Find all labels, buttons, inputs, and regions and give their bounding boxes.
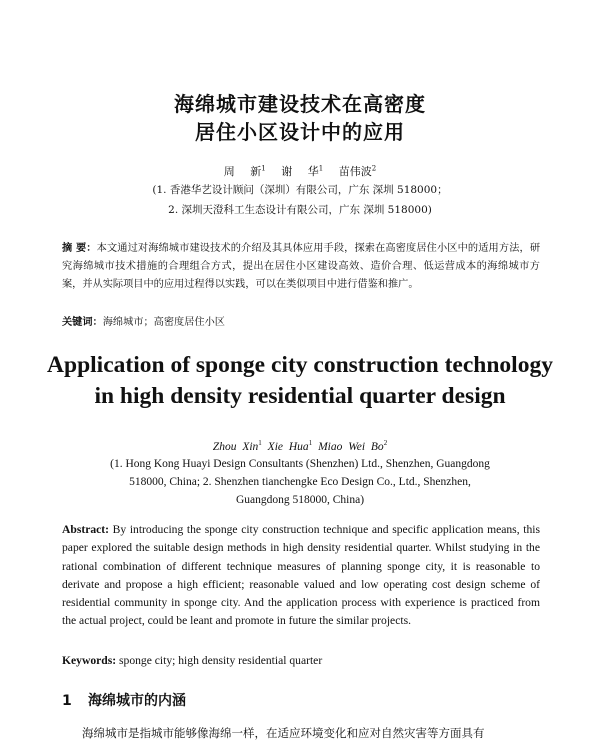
en-authors bbox=[0, 439, 600, 453]
en-affiliation-line-1: (1. Hong Kong Huayi Design Consultants (Shenzhen) Ltd., Shenzhen, Guangdong bbox=[110, 458, 490, 470]
en-keywords-text: sponge city; high density residential quarter bbox=[119, 654, 323, 667]
cn-keywords bbox=[62, 313, 225, 328]
en-abstract-text: By introducing the sponge city construction technique and specific application means, this paper explored the suitable design methods in high density residential quarter. Whilst studying in the rational combination of different technique measures of planning sponge city, it is reasonable to derivate and propose a high efficient; reasonable valued and low operating cost design scheme of residential community in sponge city. And the application process with experience is practiced from the actual project, could be leant and promote in future the similar projects. bbox=[62, 523, 540, 628]
cn-abstract bbox=[62, 240, 540, 294]
en-abstract-label: Abstract: bbox=[62, 523, 110, 536]
cn-author-1: 周 新$^1$ bbox=[223, 164, 266, 178]
cn-abstract-text: 本文通过对海绵城市建设技术的介绍及其具体应用手段，探索在高密度居住小区中的适用方法，研究海绵城市技术措施的合理组合方式，提出在居住小区建设高效、造价合理、低运营成本的海绵城市方案，并从实际项目中的应用过程得以实践，可以在类似项目中进行借鉴和推广。 bbox=[62, 243, 541, 290]
en-title-line-2: in high density residential quarter design bbox=[94, 383, 506, 409]
en-keywords bbox=[62, 654, 322, 667]
cn-keywords-text: 海绵城市；高密度居住小区 bbox=[102, 317, 225, 328]
cn-affiliation-2: 2. 深圳天澄科工生态设计有限公司，广东 深圳 518000) bbox=[168, 204, 432, 216]
en-affiliation-line-2: 518000, China; 2. Shenzhen tianchengke Eco Design Co., Ltd., Shenzhen, bbox=[129, 476, 471, 488]
cn-title-line-1: 海绵城市建设技术在高密度 bbox=[174, 92, 426, 116]
en-author-2: Xie Hua$^1$ bbox=[267, 439, 313, 453]
cn-keywords-label: 关键词： bbox=[62, 317, 103, 328]
section-number: 1 bbox=[62, 693, 72, 709]
en-affiliation-line-3: Guangdong 518000, China) bbox=[235, 494, 365, 506]
body-paragraph-line: 海绵城市是指城市能够像海绵一样，在适应环境变化和应对自然灾害等方面具有 bbox=[82, 726, 485, 740]
cn-abstract-label: 摘 要： bbox=[62, 243, 97, 254]
cn-author-2: 谢 华$^1$ bbox=[281, 164, 324, 178]
section-title: 海绵城市的内涵 bbox=[88, 693, 186, 709]
cn-title-line-2: 居住小区设计中的应用 bbox=[195, 120, 405, 144]
en-abstract bbox=[62, 521, 540, 631]
en-title-line-1: Application of sponge city construction technology bbox=[47, 352, 553, 378]
en-author-1: Zhou Xin$^1$ bbox=[212, 439, 262, 453]
cn-affiliation-1: (1. 香港华艺设计顾问（深圳）有限公司，广东 深圳 518000； bbox=[152, 184, 448, 196]
cn-authors bbox=[0, 163, 600, 179]
en-keywords-label: Keywords: bbox=[62, 654, 117, 667]
en-author-3: Miao Wei Bo$^2$ bbox=[318, 439, 388, 453]
section-heading bbox=[62, 690, 186, 710]
cn-author-3: 苗伟波$^2$ bbox=[338, 164, 377, 178]
